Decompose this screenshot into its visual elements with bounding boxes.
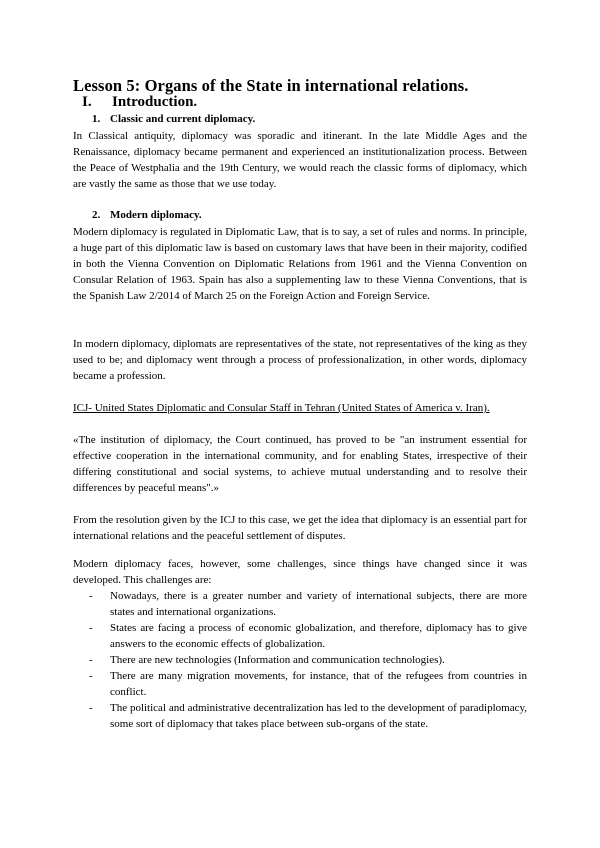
list-item: - Nowadays, there is a greater number and variety of international subjects, there are more states and international organizations.: [89, 590, 527, 618]
bullet-dash: -: [89, 654, 93, 666]
subheading-number: 1.: [92, 113, 101, 125]
section-heading-introduction: [82, 94, 536, 111]
subheading-number: 2.: [92, 209, 101, 221]
challenges-list: [73, 588, 527, 732]
lesson-title: Lesson 5: Organs of the State in international relations.: [73, 76, 469, 95]
subheading-classic-diplomacy: [92, 113, 546, 125]
paragraph-icj-resolution: From the resolution given by the ICJ to this case, we get the idea that diplomacy is an essential part for international relations and the peaceful settlement of disputes.: [73, 514, 527, 542]
paragraph-professionalization: In modern diplomacy, diplomats are representatives of the state, not representatives of the king as they used to be; and diplomacy went through a process of professionalization, in other words, diplomacy became a profession.: [73, 338, 527, 382]
list-item: - There are new technologies (Information and communication technologies).: [89, 654, 445, 666]
bullet-dash: -: [89, 590, 93, 602]
court-quote: «The institution of diplomacy, the Court continued, has proved to be "an instrument essential for effective cooperation in the international community, and for enabling States, irrespective of their differing constitutional and social systems, to achieve mutual understanding and to resolve their differences by peaceful means".»: [73, 434, 527, 494]
paragraph-challenges-intro: Modern diplomacy faces, however, some challenges, since things have changed since it was developed. This challenges are:: [73, 558, 527, 586]
list-item: - States are facing a process of economic globalization, and therefore, diplomacy has to give answers to the economic effects of globalization.: [89, 622, 527, 650]
list-item: - There are many migration movements, for instance, that of the refugees from countries in conflict.: [89, 670, 527, 698]
subheading-label: Modern diplomacy.: [110, 209, 202, 221]
list-item: - The political and administrative decentralization has led to the development of paradiplomacy, some sort of diplomacy that takes place between sub-organs of the state.: [89, 702, 527, 730]
section-number: I.: [82, 94, 92, 110]
bullet-dash: -: [89, 622, 93, 634]
bullet-dash: -: [89, 670, 93, 682]
case-title-link[interactable]: ICJ- United States Diplomatic and Consular Staff in Tehran (United States of America v. Iran).: [73, 402, 490, 414]
section-label: Introduction.: [112, 94, 198, 110]
subheading-label: Classic and current diplomacy.: [110, 113, 256, 125]
subheading-modern-diplomacy: [92, 209, 546, 221]
paragraph-classic-diplomacy: In Classical antiquity, diplomacy was sporadic and itinerant. In the late Middle Ages and the Renaissance, diplomacy became permanent and experienced an institutionalization process. Between the Peace of Westphalia and the 19th Century, we would reach the classic forms of diplomacy, which are vastly the same as those that we use today.: [73, 130, 527, 190]
bullet-dash: -: [89, 702, 93, 714]
paragraph-diplomatic-law: Modern diplomacy is regulated in Diplomatic Law, that is to say, a set of rules and norms. In principle, a huge part of this diplomatic law is based on customary laws that have been in their majority, codified in both the Vienna Convention on Diplomatic Relations from 1961 and the Vienna Convention on Consular Relation of 1963. Spain has also a supplementing law to these Vienna Conventions, that is the Spanish Law 2/2014 of March 25 on the Foreign Action and Foreign Service.: [73, 226, 527, 302]
